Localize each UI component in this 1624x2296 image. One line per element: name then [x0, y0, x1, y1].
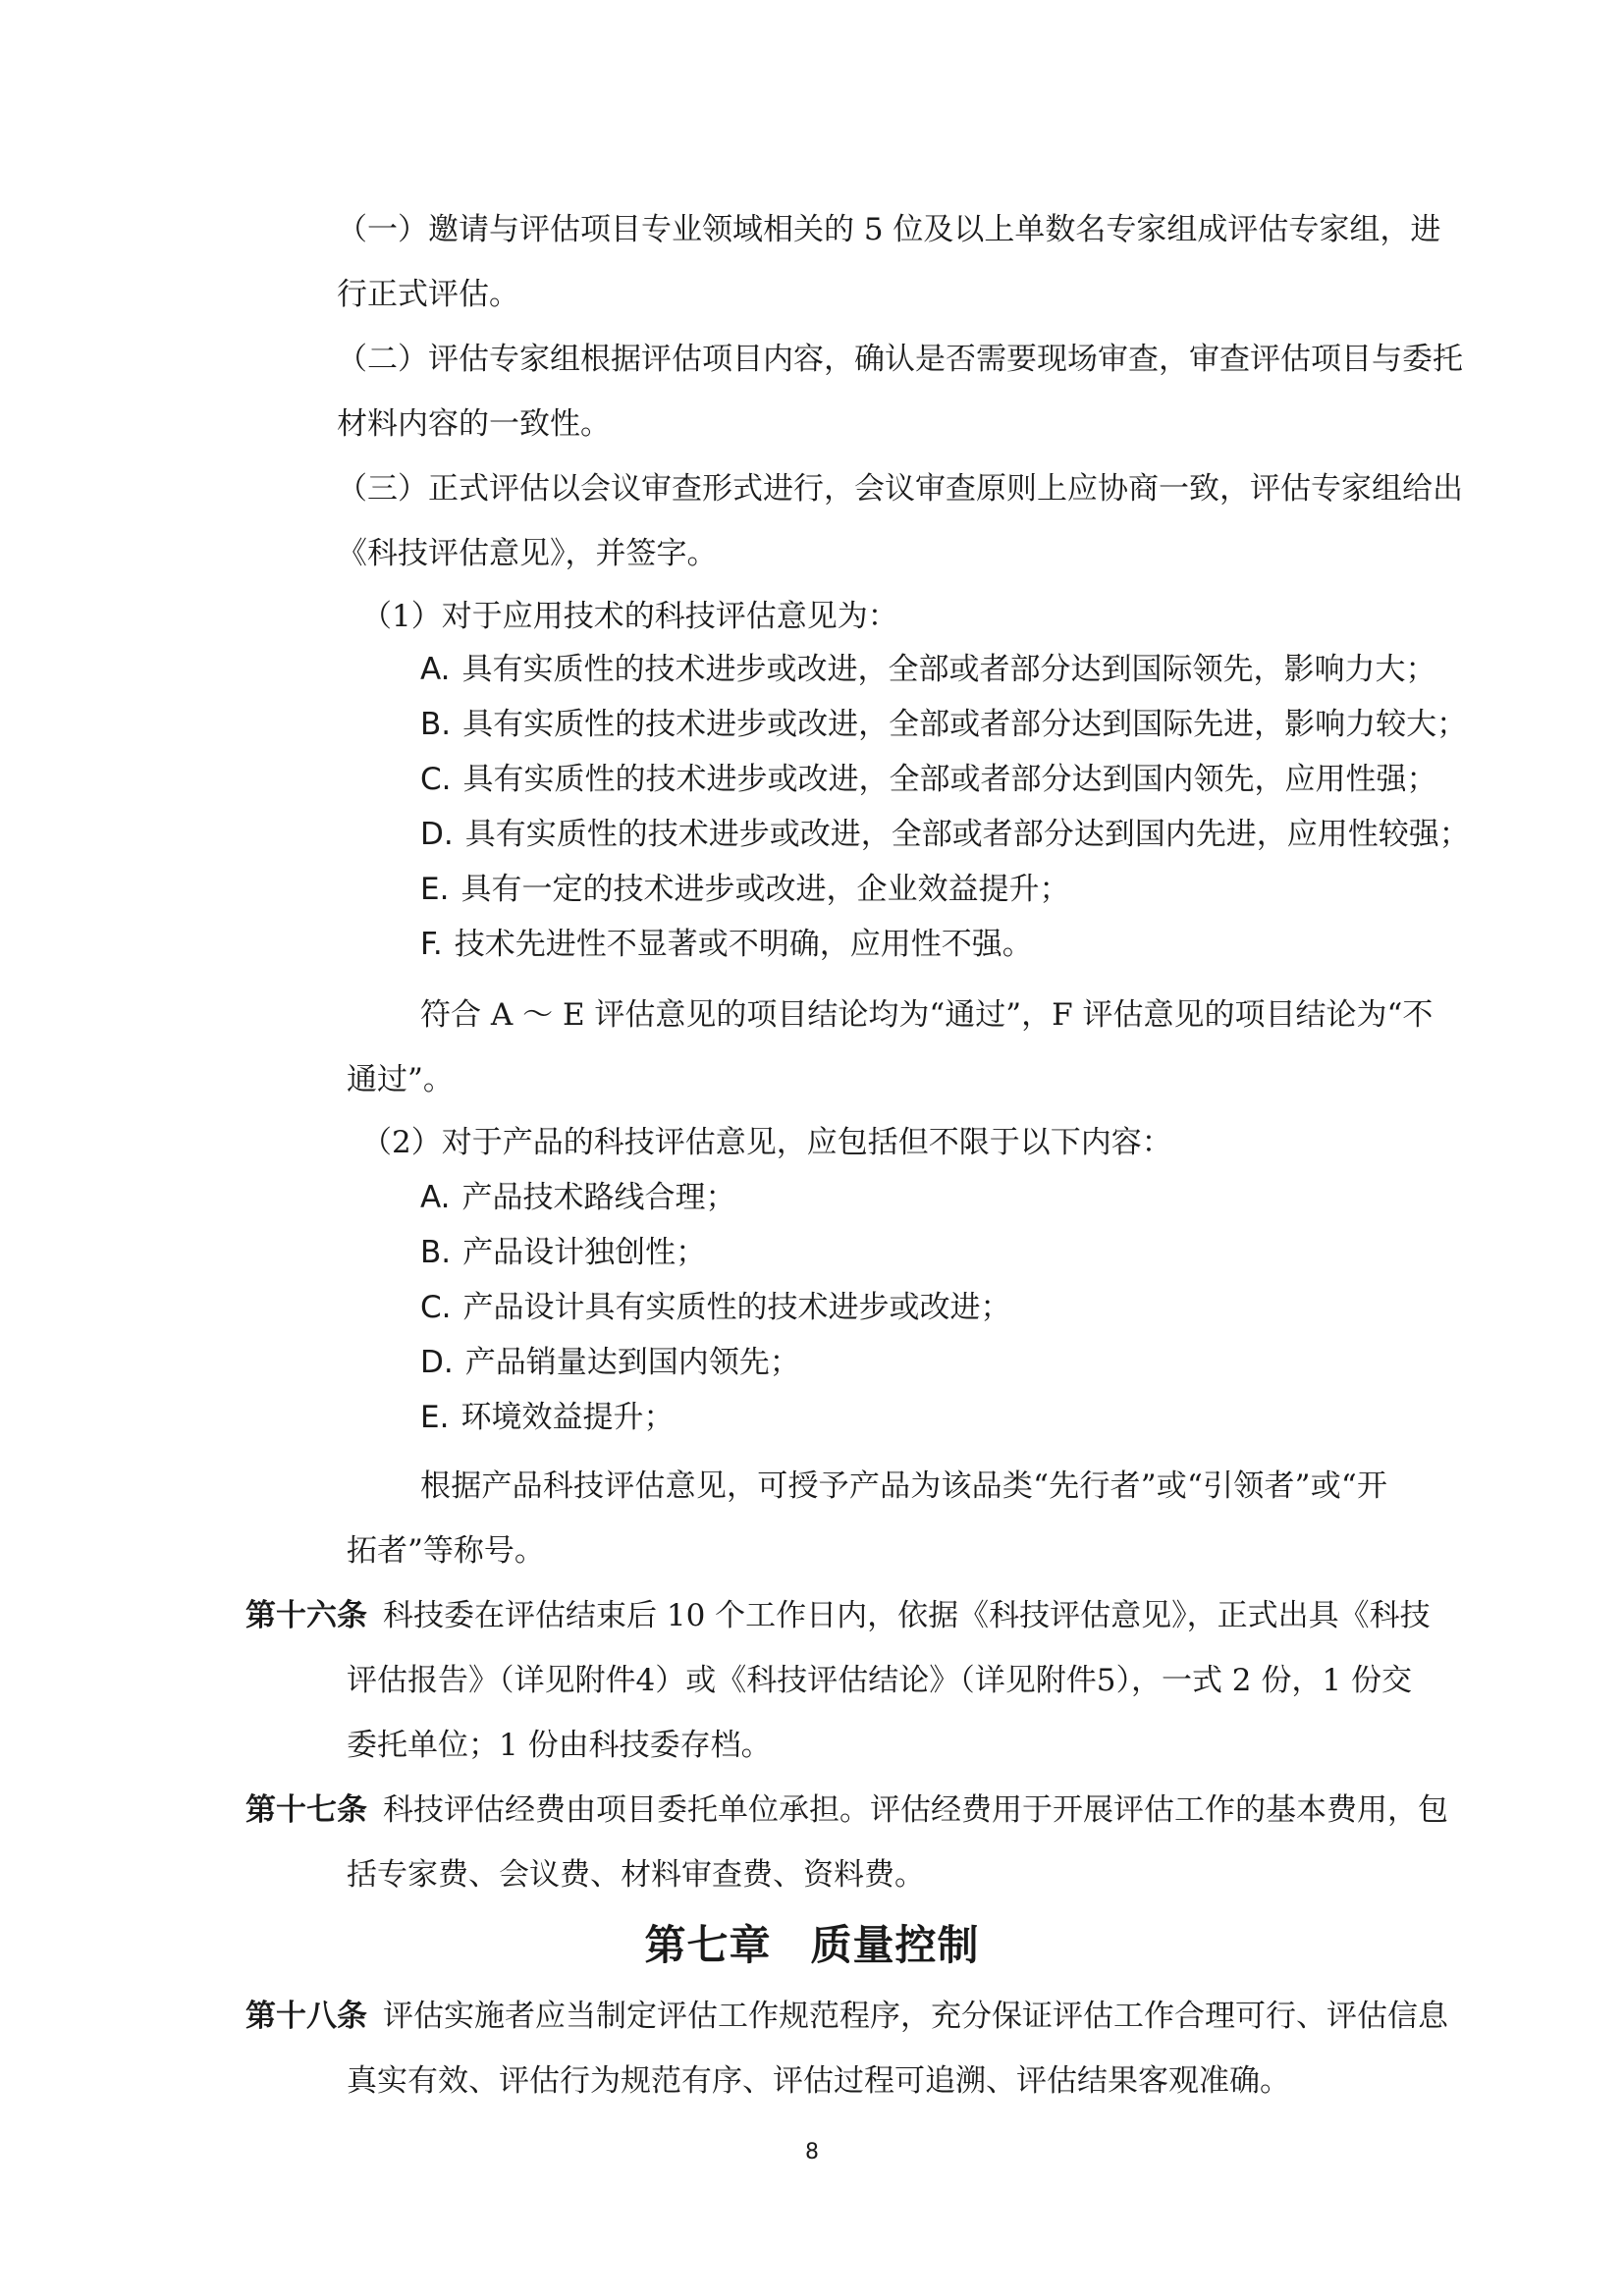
tech-item-c	[420, 758, 1437, 801]
article-17-text: 科技评估经费由项目委托单位承担。评估经费用于开展评估工作的基本费用，包	[383, 1792, 1448, 1828]
article-17-line-2: 括专家费、会议费、材料审查费、资料费。	[347, 1857, 925, 1893]
article-18-text: 评估实施者应当制定评估工作规范程序，充分保证评估工作合理可行、评估信息	[383, 1999, 1448, 2034]
chapter-heading	[0, 1916, 1624, 1975]
article-17-line-1	[245, 1789, 1448, 1832]
tech-opinion-heading: （1）对于应用技术的科技评估意见为：	[361, 599, 898, 634]
tech-item-f	[420, 923, 1033, 966]
product-item-b	[420, 1231, 706, 1274]
article-18-line-2: 真实有效、评估行为规范有序、评估过程可追溯、评估结果客观准确。	[347, 2063, 1290, 2099]
tech-item-b	[420, 703, 1467, 746]
item-label: D.	[420, 817, 454, 852]
para-3-line-1: （三）正式评估以会议审查形式进行，会议审查原则上应协商一致，评估专家组给出	[337, 471, 1463, 507]
product-opinion-heading: （2）对于产品的科技评估意见，应包括但不限于以下内容：	[361, 1125, 1172, 1160]
page-number: 8	[805, 2140, 819, 2164]
article-16-line-1	[245, 1594, 1431, 1637]
item-text: 具有实质性的技术进步或改进，全部或者部分达到国内领先，应用性强；	[462, 762, 1437, 797]
product-item-d	[420, 1341, 800, 1384]
article-16-title: 第十六条	[245, 1598, 367, 1633]
tech-item-d	[420, 813, 1470, 856]
item-text: 环境效益提升；	[460, 1400, 675, 1435]
item-text: 产品技术路线合理；	[461, 1180, 736, 1215]
item-text: 产品设计独创性；	[462, 1235, 707, 1270]
item-label: A.	[420, 652, 451, 687]
article-18-title: 第十八条	[245, 1999, 367, 2034]
item-text: 具有实质性的技术进步或改进，全部或者部分达到国内先进，应用性较强；	[464, 817, 1470, 852]
item-text: 具有实质性的技术进步或改进，全部或者部分达到国际领先，影响力大；	[461, 652, 1436, 687]
item-text: 产品销量达到国内领先；	[464, 1345, 800, 1380]
tech-conclusion-line-2: 通过”。	[347, 1062, 454, 1097]
item-label: E.	[420, 872, 450, 907]
tech-item-e	[420, 868, 1069, 911]
article-16-line-3: 委托单位；1 份由科技委存档。	[347, 1728, 772, 1763]
item-label: D.	[420, 1345, 454, 1380]
item-text: 具有实质性的技术进步或改进，全部或者部分达到国际先进，影响力较大；	[462, 707, 1468, 742]
chapter-number: 第七章	[644, 1921, 772, 1969]
item-text: 技术先进性不显著或不明确，应用性不强。	[454, 927, 1033, 962]
product-item-c	[420, 1286, 1011, 1329]
tech-conclusion-line-1: 符合 A ～ E 评估意见的项目结论均为“通过”，F 评估意见的项目结论为“不	[420, 997, 1434, 1033]
product-item-e	[420, 1396, 674, 1439]
item-label: C.	[420, 762, 452, 797]
item-text: 具有一定的技术进步或改进，企业效益提升；	[460, 872, 1070, 907]
para-1-line-2: 行正式评估。	[337, 277, 519, 312]
product-conclusion-line-1: 根据产品科技评估意见，可授予产品为该品类“先行者”或“引领者”或“开	[420, 1468, 1387, 1504]
item-label: E.	[420, 1400, 450, 1435]
item-label: A.	[420, 1180, 451, 1215]
para-3-line-2: 《科技评估意见》，并签字。	[337, 536, 718, 571]
item-label: F.	[420, 927, 443, 962]
para-2-line-1: （二）评估专家组根据评估项目内容，确认是否需要现场审查，审查评估项目与委托	[337, 342, 1463, 377]
chapter-title: 质量控制	[810, 1921, 980, 1969]
item-label: B.	[420, 1235, 452, 1270]
article-18-line-1	[245, 1995, 1448, 2038]
para-2-line-2: 材料内容的一致性。	[337, 406, 611, 442]
product-conclusion-line-2: 拓者”等称号。	[347, 1533, 545, 1569]
item-text: 产品设计具有实质性的技术进步或改进；	[462, 1290, 1011, 1325]
article-17-title: 第十七条	[245, 1792, 367, 1828]
article-16-text: 科技委在评估结束后 10 个工作日内，依据《科技评估意见》，正式出具《科技	[383, 1598, 1431, 1633]
tech-item-a	[420, 648, 1436, 691]
para-1-line-1: （一）邀请与评估项目专业领域相关的 5 位及以上单数名专家组成评估专家组，进	[337, 212, 1441, 247]
item-label: C.	[420, 1290, 452, 1325]
product-item-a	[420, 1176, 736, 1219]
item-label: B.	[420, 707, 452, 742]
article-16-line-2: 评估报告》（详见附件4）或《科技评估结论》（详见附件5），一式 2 份，1 份交	[347, 1663, 1412, 1698]
